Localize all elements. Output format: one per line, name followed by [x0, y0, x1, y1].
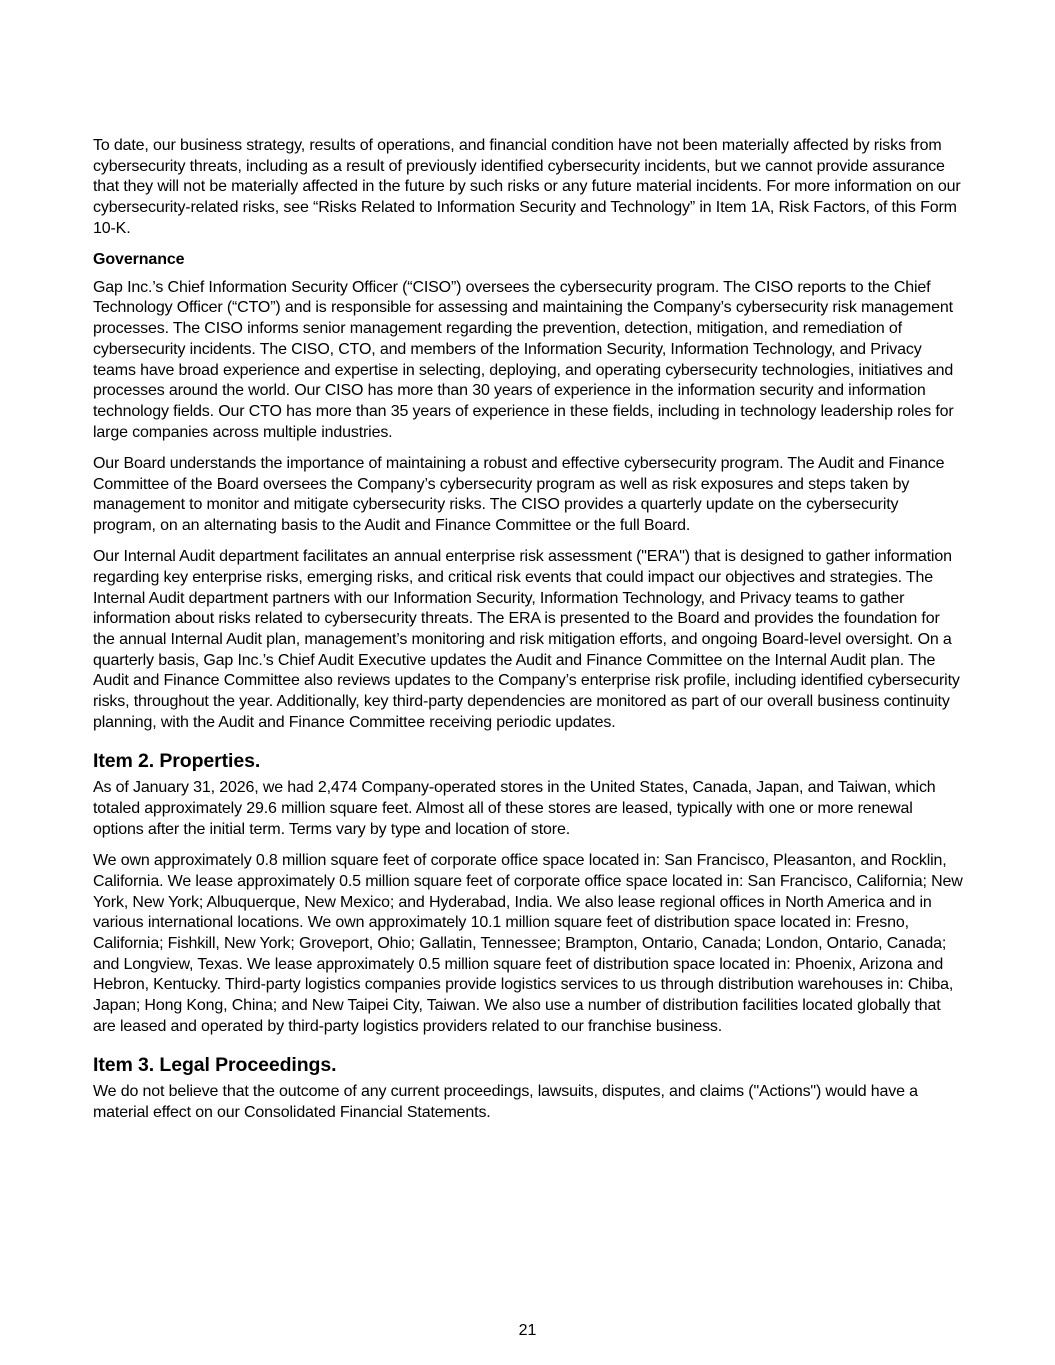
governance-paragraph-board: Our Board understands the importance of maintaining a robust and effective cybersecurity program. The Audit and Finance Committee of the Board oversees the Company’s cybersecurity program as well as risk exposures and steps taken by management to monitor and mitigate cybersecurity risks. The CISO provides a quarterly update on the cybersecurity program, on an alternating basis to the Audit and Finance Committee or the full Board.: [93, 454, 945, 534]
item2-paragraph-facilities: We own approximately 0.8 million square feet of corporate office space located in: San Francisco, Pleasanton, and Rocklin, California. We lease approximately 0.5 million square feet of corporate office space located in: San Francisco, California; New York, New York; Albuquerque, New Mexico; and Hyderabad, India. We also lease regional offices in North America and in various international locations. We own approximately 10.1 million square feet of distribution space located in: Fresno, California; Fishkill, New York; Groveport, Ohio; Gallatin, Tennessee; Brampton, Ontario, Canada; London, Ontario, Canada; and Longview, Texas. We lease approximately 0.5 million square feet of distribution space located in: Phoenix, Arizona and Hebron, Kentucky. Third-party logistics companies provide logistics services to us through distribution warehouses in: Chiba, Japan; Hong Kong, China; and New Taipei City, Taiwan. We also use a number of distribution facilities located globally that are leased and operated by third-party logistics providers related to our franchise business.: [93, 852, 963, 1035]
governance-heading: Governance: [93, 251, 185, 269]
governance-paragraph-ciso: Gap Inc.’s Chief Information Security Officer (“CISO”) oversees the cybersecurity program. The CISO reports to the Chief Technology Officer (“CTO”) and is responsible for assessing and maintaining the Company’s cybersecurity risk management processes. The CISO informs senior management regarding the prevention, detection, mitigation, and remediation of cybersecurity incidents. The CISO, CTO, and members of the Information Security, Information Technology, and Privacy teams have broad experience and expertise in selecting, deploying, and operating cybersecurity technologies, initiatives and processes around the world. Our CISO has more than 30 years of experience in the information security and information technology fields. Our CTO has more than 35 years of experience in these fields, including in technology leadership roles for large companies across multiple industries.: [93, 278, 954, 441]
item2-heading: Item 2. Properties.: [93, 750, 261, 773]
item3-paragraph: We do not believe that the outcome of any current proceedings, lawsuits, disputes, and claims ("Actions") would have a material effect on our Consolidated Financial Statements.: [93, 1083, 918, 1122]
document-page: [93, 136, 963, 1134]
page-number: 21: [518, 1322, 537, 1339]
governance-paragraph-internal-audit: Our Internal Audit department facilitates an annual enterprise risk assessment ("ERA") that is designed to gather information regarding key enterprise risks, emerging risks, and critical risk events that could impact our objectives and strategies. The Internal Audit department partners with our Information Security, Information Technology, and Privacy teams to gather information about risks related to cybersecurity threats. The ERA is presented to the Board and provides the foundation for the annual Internal Audit plan, management’s monitoring and risk mitigation efforts, and ongoing Board-level oversight. On a quarterly basis, Gap Inc.’s Chief Audit Executive updates the Audit and Finance Committee on the Internal Audit plan. The Audit and Finance Committee also reviews updates to the Company’s enterprise risk profile, including identified cybersecurity risks, throughout the year. Additionally, key third-party dependencies are monitored as part of our overall business continuity planning, with the Audit and Finance Committee receiving periodic updates.: [93, 548, 960, 731]
intro-paragraph: To date, our business strategy, results of operations, and financial condition have not been materially affected by risks from cybersecurity threats, including as a result of previously identified cybersecurity incidents, but we cannot provide assurance that they will not be materially affected in the future by such risks or any future material incidents. For more information on our cybersecurity-related risks, see “Risks Related to Information Security and Technology” in Item 1A, Risk Factors, of this Form 10-K.: [93, 137, 961, 237]
item2-paragraph-stores: As of January 31, 2026, we had 2,474 Company-operated stores in the United States, Canada, Japan, and Taiwan, which totaled approximately 29.6 million square feet. Almost all of these stores are leased, typically with one or more renewal options after the initial term. Terms vary by type and location of store.: [93, 779, 936, 838]
item3-heading: Item 3. Legal Proceedings.: [93, 1054, 337, 1077]
